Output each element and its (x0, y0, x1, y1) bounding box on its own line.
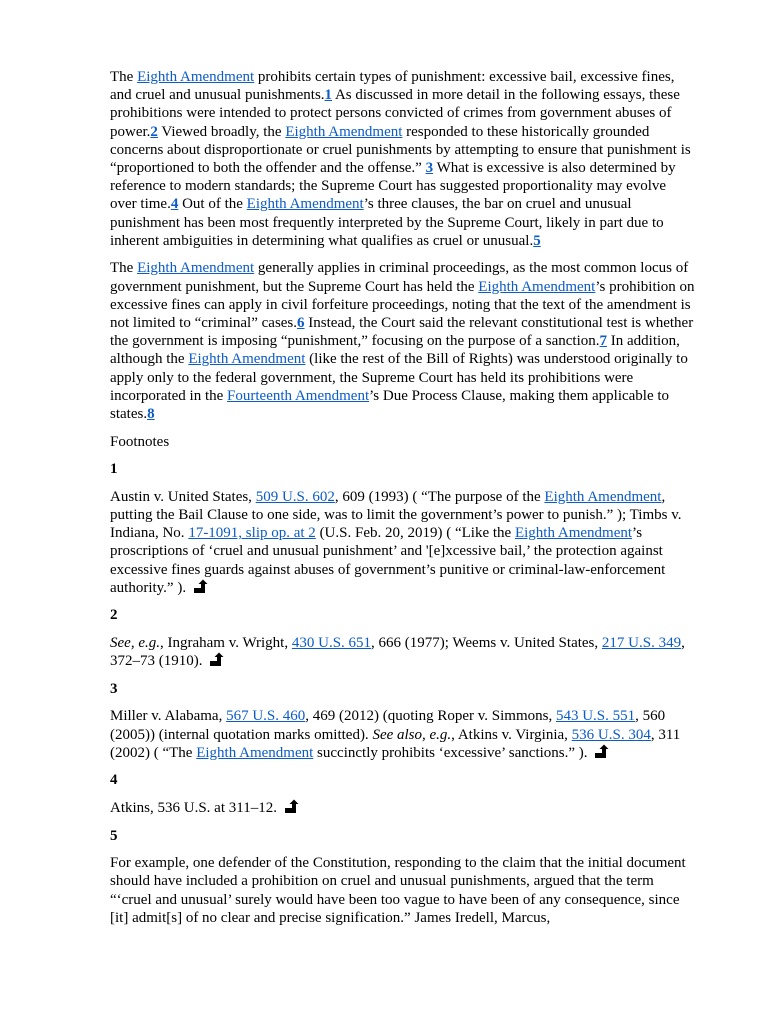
fourteenth-amendment-link[interactable]: Fourteenth Amendment (227, 387, 370, 404)
text-run: In addition, although the (110, 333, 680, 368)
citation-link[interactable]: 430 U.S. 651 (291, 635, 372, 652)
text-run: (like the rest of the Bill of Rights) was understood originally to apply only to the federal government, the Supreme Court has held its prohibitions were incorporated in the (110, 351, 688, 404)
text-run: What is excessive is also determined by reference to modern standards; the Supreme Court has suggested proportionality may evolve over time. (110, 160, 676, 213)
scope-paragraph (110, 259, 696, 423)
citation-link[interactable]: 567 U.S. 460 (226, 708, 306, 725)
footnote-ref-3[interactable]: 3 (425, 160, 434, 177)
text-run: Out of the (178, 196, 247, 213)
text-run: , 609 (1993) ( “The purpose of the (334, 488, 545, 505)
eighth-amendment-link[interactable]: Eighth Amendment (188, 351, 306, 368)
text-run: ’s Due Process Clause, making them applicable to states. (110, 387, 670, 423)
text-run: The (110, 260, 138, 277)
text-run: , 560 (2005)) (internal quotation marks omitted). (110, 708, 666, 743)
footnote-number-1: 1 (110, 461, 118, 478)
text-run: Miller v. Alabama, (110, 708, 227, 725)
footnote-ref-6[interactable]: 6 (297, 315, 305, 332)
eighth-amendment-link[interactable]: Eighth Amendment (544, 488, 662, 505)
text-run: succinctly prohibits ‘excessive’ sanctions.” ). (313, 744, 592, 761)
intro-paragraph (110, 68, 696, 250)
text-run: generally applies in criminal proceedings, as the most common locus of government punishment, but the Supreme Court has held the (110, 260, 689, 295)
text-run: As discussed in more detail in the following essays, these prohibitions were intended to protect persons convicted of crimes from government abuses of power. (110, 87, 680, 140)
text-run: responded to these historically grounded concerns about disproportionate or cruel punishments by attempting to ensure that punishment is “proportioned to both the offender and the offense.” (110, 123, 691, 177)
text-run: Austin v. United States, (110, 488, 256, 505)
text-run: , 372–73 (1910). (110, 635, 685, 670)
citation-link[interactable]: 17-1091, slip op. at 2 (188, 525, 316, 542)
footnotes-heading: Footnotes (110, 433, 170, 450)
footnote-ref-2[interactable]: 2 (150, 123, 158, 140)
eighth-amendment-link[interactable]: Eighth Amendment (285, 123, 403, 140)
text-run: , putting the Bail Clause to one side, was to limit the government’s power to punish.” ); Timbs v. Indiana, No. (110, 488, 682, 542)
text-run: ’s prohibition on excessive fines can apply in civil forfeiture proceedings, noting that the text of the amendment is not limited to “criminal” cases. (110, 278, 695, 332)
footnote-5-text: For example, one defender of the Constitution, responding to the claim that the initial document should have included a prohibition on cruel and unusual punishments, argued that the term “‘cruel and unusual’ surely would have been too vague to have been of any consequence, since [it] admit[s] of no clear and precise signification.” James Iredell, Marcus, (110, 855, 686, 926)
return-arrow-icon[interactable] (284, 799, 299, 814)
footnote-number-3: 3 (110, 680, 118, 697)
text-run: , 666 (1977); Weems v. United States, (371, 635, 602, 652)
eighth-amendment-link[interactable]: Eighth Amendment (137, 260, 255, 277)
text-run: prohibits certain types of punishment: excessive bail, excessive fines, and cruel and unusual punishments. (110, 69, 675, 104)
return-arrow-icon[interactable] (209, 652, 224, 667)
document-body (110, 68, 696, 936)
footnote-2-text (110, 634, 696, 670)
text-run: Instead, the Court said the relevant constitutional test is whether the government is imposing “punishment,” focusing on the purpose of a sanction. (110, 315, 694, 350)
text-run: (U.S. Feb. 20, 2019) ( “Like the (315, 525, 515, 542)
eighth-amendment-link[interactable]: Eighth Amendment (137, 69, 255, 85)
footnote-ref-5[interactable]: 5 (533, 232, 541, 249)
citation-link[interactable]: 509 U.S. 602 (255, 488, 335, 505)
text-run: Viewed broadly, the (157, 123, 286, 140)
footnote-ref-8[interactable]: 8 (147, 406, 155, 423)
eighth-amendment-link[interactable]: Eighth Amendment (478, 278, 596, 295)
footnote-number-2: 2 (110, 607, 118, 624)
citation-link[interactable]: 217 U.S. 349 (601, 635, 682, 652)
citation-link[interactable]: 543 U.S. 551 (555, 708, 636, 725)
eighth-amendment-link[interactable]: Eighth Amendment (514, 525, 633, 542)
text-run: Atkins, 536 U.S. at 311–12. (110, 800, 281, 817)
text-run: , Atkins v. Virginia, (451, 726, 572, 743)
eighth-amendment-link[interactable]: Eighth Amendment (196, 744, 314, 761)
signal-text: See also, e.g. (372, 726, 452, 743)
text-run: ’s three clauses, the bar on cruel and unusual punishment has been most frequently interpreted by the Supreme Court, likely in part due to inherent ambiguities in determining what qualifies as cruel or unusual. (110, 196, 664, 249)
eighth-amendment-link[interactable]: Eighth Amendment (246, 196, 364, 213)
footnote-number-5: 5 (110, 827, 118, 844)
text-run: ’s proscriptions of ‘cruel and unusual punishment’ and '[e]xcessive bail,’ the protection against excessive fines guards against abuses of government’s punitive or criminal-law-enforcement authority.” ). (110, 525, 666, 596)
citation-link[interactable]: 536 U.S. 304 (571, 726, 651, 743)
text-run: The (110, 69, 138, 85)
return-arrow-icon[interactable] (594, 744, 609, 759)
footnote-1-text (110, 488, 696, 597)
footnote-3-text (110, 707, 696, 762)
footnote-ref-1[interactable]: 1 (324, 87, 333, 104)
text-run: , 469 (2012) (quoting Roper v. Simmons, (305, 708, 556, 725)
footnote-ref-7[interactable]: 7 (599, 333, 607, 350)
signal-text: See, e.g. (110, 635, 160, 652)
text-run: , 311 (2002) ( “The (110, 726, 681, 761)
footnote-ref-4[interactable]: 4 (170, 196, 179, 213)
return-arrow-icon[interactable] (193, 579, 208, 594)
footnote-4-text (110, 799, 696, 817)
text-run: , Ingraham v. Wright, (159, 635, 292, 652)
footnote-number-4: 4 (110, 772, 118, 789)
